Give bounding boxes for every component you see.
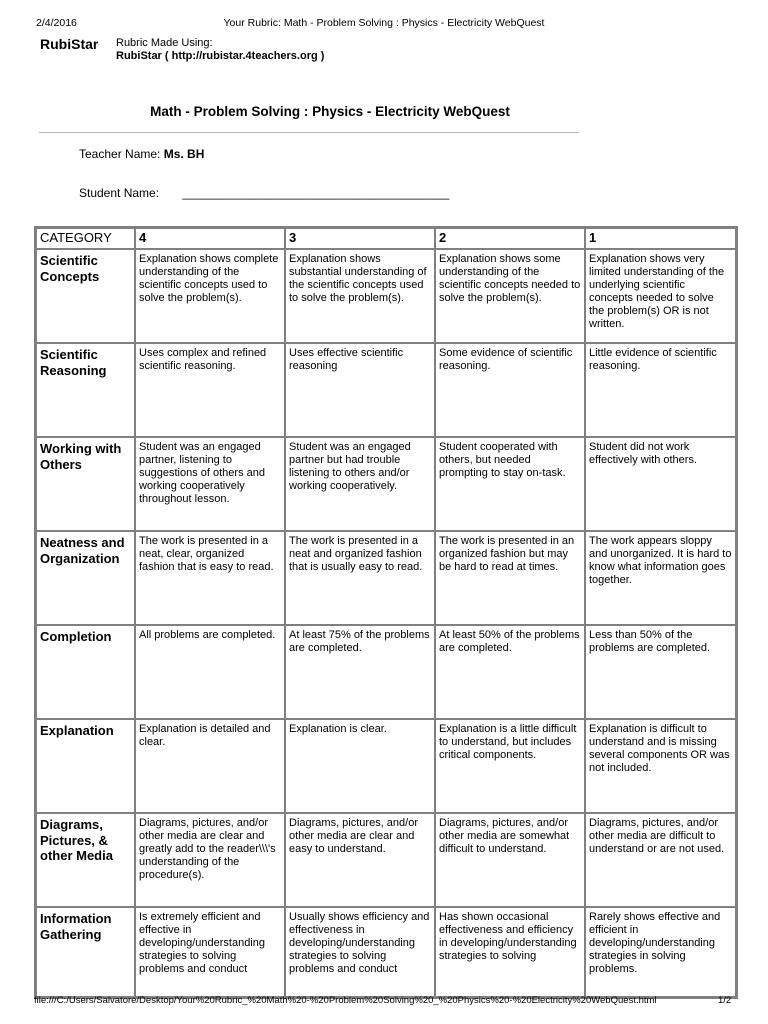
student-name-label: Student Name:	[79, 186, 160, 200]
title-divider	[39, 132, 579, 133]
score-2-cell: Some evidence of scientific reasoning.	[435, 343, 585, 437]
category-cell: Scientific Concepts	[36, 249, 135, 343]
rubric-row-working-with-others	[36, 437, 736, 531]
score-2-cell: The work is presented in an organized fashion but may be hard to read at times.	[435, 531, 585, 625]
rubric-row-information-gathering	[36, 907, 736, 997]
score-1-cell: Diagrams, pictures, and/or other media are difficult to understand or are not used.	[585, 813, 736, 907]
score-4-header: 4	[135, 228, 285, 249]
score-1-cell: The work appears sloppy and unorganized. It is hard to know what information goes together.	[585, 531, 736, 625]
rubistar-link[interactable]: RubiStar ( http://rubistar.4teachers.org )	[116, 50, 325, 62]
score-2-header: 2	[435, 228, 585, 249]
rubric-row-scientific-concepts	[36, 249, 736, 343]
made-using-label: Rubric Made Using:	[116, 37, 213, 49]
rubistar-logo: RubiStar	[40, 36, 99, 52]
score-1-cell: Explanation is difficult to understand and is missing several components OR was not included.	[585, 719, 736, 813]
score-3-cell: Student was an engaged partner but had trouble listening to others and/or working cooperatively.	[285, 437, 435, 531]
score-2-cell: Explanation shows some understanding of the scientific concepts needed to solve the problem(s).	[435, 249, 585, 343]
score-2-cell: Student cooperated with others, but needed prompting to stay on-task.	[435, 437, 585, 531]
score-2-cell: At least 50% of the problems are completed.	[435, 625, 585, 719]
category-cell: Neatness and Organization	[36, 531, 135, 625]
score-4-cell: All problems are completed.	[135, 625, 285, 719]
made-using-block	[116, 37, 324, 63]
teacher-name-label: Teacher Name:	[79, 147, 161, 161]
score-4-cell: Is extremely efficient and effective in developing/understanding strategies to solving problems and conduct	[135, 907, 285, 997]
teacher-name-line	[79, 147, 204, 161]
rubric-header-row	[36, 228, 736, 249]
score-1-header: 1	[585, 228, 736, 249]
score-2-cell: Has shown occasional effectiveness and efficiency in developing/understanding strategies to solving	[435, 907, 585, 997]
print-date: 2/4/2016	[36, 17, 77, 29]
score-3-header: 3	[285, 228, 435, 249]
score-1-cell: Little evidence of scientific reasoning.	[585, 343, 736, 437]
category-cell: Information Gathering	[36, 907, 135, 997]
footer-page-number: 1/2	[718, 995, 732, 1006]
category-cell: Diagrams, Pictures, & other Media	[36, 813, 135, 907]
page-title: Math - Problem Solving : Physics - Electricity WebQuest	[150, 104, 510, 119]
score-3-cell: At least 75% of the problems are completed.	[285, 625, 435, 719]
score-3-cell: The work is presented in a neat and organized fashion that is usually easy to read.	[285, 531, 435, 625]
teacher-name-value: Ms. BH	[163, 147, 205, 161]
score-3-cell: Uses effective scientific reasoning	[285, 343, 435, 437]
score-2-cell: Diagrams, pictures, and/or other media are somewhat difficult to understand.	[435, 813, 585, 907]
score-2-cell: Explanation is a little difficult to understand, but includes critical components.	[435, 719, 585, 813]
student-name-blank: ________________________________________	[182, 186, 450, 200]
print-header-title: Your Rubric: Math - Problem Solving : Physics - Electricity WebQuest	[223, 17, 545, 29]
category-header: CATEGORY	[36, 228, 135, 249]
category-cell: Scientific Reasoning	[36, 343, 135, 437]
score-3-cell: Explanation shows substantial understanding of the scientific concepts used to solve the problem(s).	[285, 249, 435, 343]
score-4-cell: Uses complex and refined scientific reasoning.	[135, 343, 285, 437]
score-1-cell: Student did not work effectively with others.	[585, 437, 736, 531]
score-1-cell: Rarely shows effective and efficient in developing/understanding strategies in solving problems.	[585, 907, 736, 997]
category-cell: Working with Others	[36, 437, 135, 531]
score-4-cell: Explanation shows complete understanding of the scientific concepts used to solve the problem(s).	[135, 249, 285, 343]
score-3-cell: Usually shows efficiency and effectiveness in developing/understanding strategies to solving problems and conduct	[285, 907, 435, 997]
rubric-row-completion	[36, 625, 736, 719]
rubric-row-diagrams-pictures-media	[36, 813, 736, 907]
score-4-cell: The work is presented in a neat, clear, organized fashion that is easy to read.	[135, 531, 285, 625]
score-4-cell: Explanation is detailed and clear.	[135, 719, 285, 813]
rubric-table	[34, 226, 738, 999]
category-cell: Explanation	[36, 719, 135, 813]
score-4-cell: Student was an engaged partner, listening to suggestions of others and working cooperatively throughout lesson.	[135, 437, 285, 531]
rubric-row-scientific-reasoning	[36, 343, 736, 437]
score-3-cell: Diagrams, pictures, and/or other media are clear and easy to understand.	[285, 813, 435, 907]
category-cell: Completion	[36, 625, 135, 719]
rubric-row-explanation	[36, 719, 736, 813]
footer-file-path: file:///C:/Users/Salvatore/Desktop/Your%20Rubric_%20Math%20-%20Problem%20Solving%20_%20Physics%20-%20Electricity%20WebQuest.html	[34, 995, 657, 1006]
score-3-cell: Explanation is clear.	[285, 719, 435, 813]
rubric-row-neatness-and-organization	[36, 531, 736, 625]
score-4-cell: Diagrams, pictures, and/or other media are clear and greatly add to the reader\\\'s understanding of the procedure(s).	[135, 813, 285, 907]
score-1-cell: Explanation shows very limited understanding of the underlying scientific concepts needed to solve the problem(s) OR is not written.	[585, 249, 736, 343]
student-name-line	[79, 186, 449, 200]
score-1-cell: Less than 50% of the problems are completed.	[585, 625, 736, 719]
